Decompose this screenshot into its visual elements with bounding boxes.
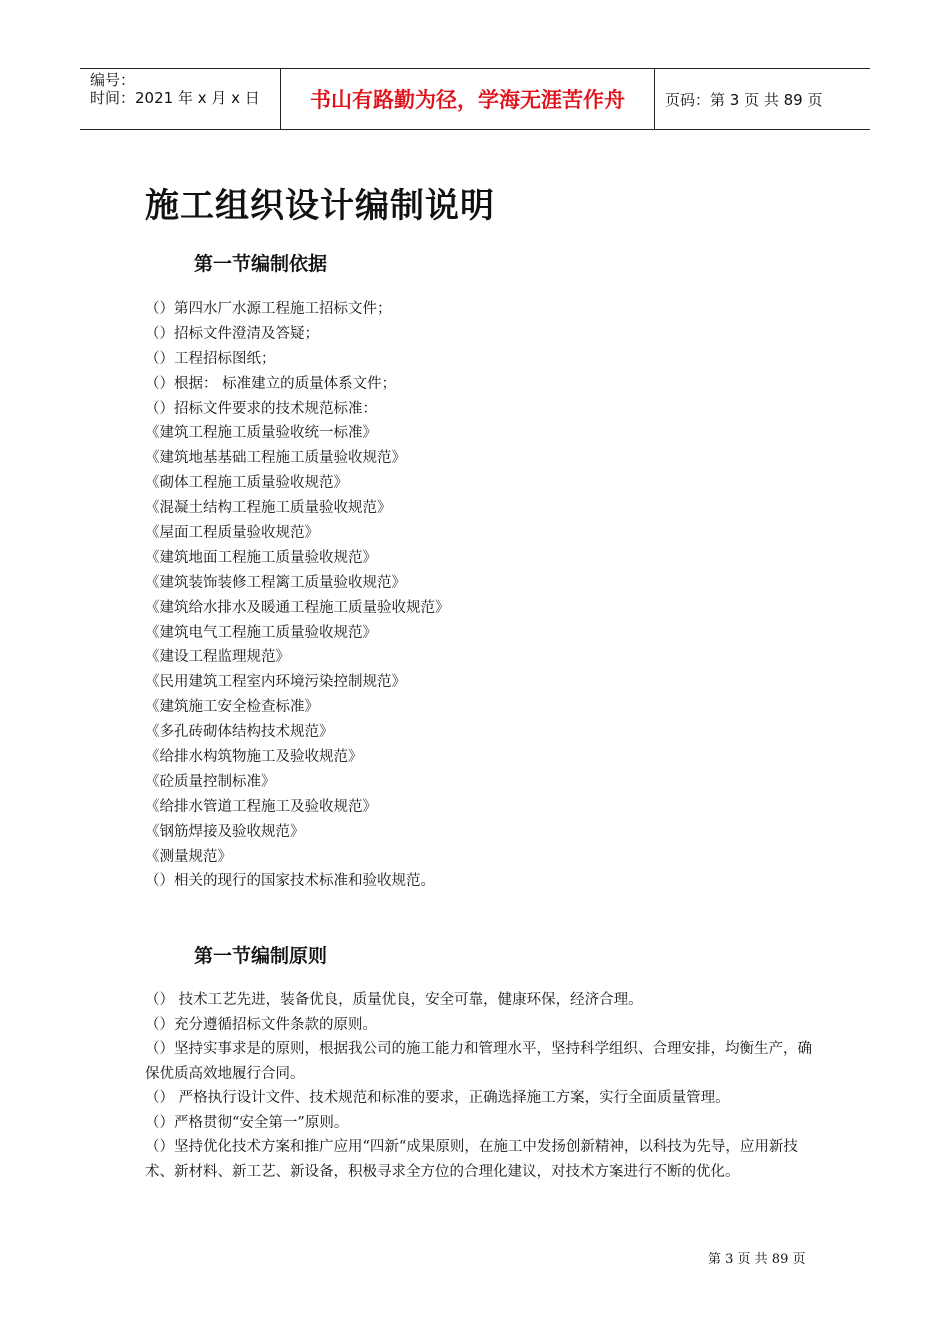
list-item: （）根据： 标准建立的质量体系文件； [145, 375, 397, 392]
list-item: 《民用建筑工程室内环境污染控制规范》 [145, 674, 406, 691]
list-item: （）相关的现行的国家技术标准和验收规范。 [145, 873, 435, 890]
list-item: 《给排水管道工程施工及验收规范》 [145, 798, 377, 815]
list-item: 《屋面工程质量验收规范》 [145, 525, 319, 542]
list-item: 《建设工程监理规范》 [145, 649, 290, 666]
list-item: 《测量规范》 [145, 848, 232, 865]
page-footer: 第 3 页 共 89 页 [708, 1252, 806, 1267]
list-item: 《建筑电气工程施工质量验收规范》 [145, 624, 377, 641]
list-item: 《多孔砖砌体结构技术规范》 [145, 724, 334, 741]
list-item: 《建筑施工安全检查标准》 [145, 699, 319, 716]
list-item: 《建筑地面工程施工质量验收规范》 [145, 549, 377, 566]
list-item: 《给排水构筑物施工及验收规范》 [145, 749, 363, 766]
list-item: 《建筑工程施工质量验收统一标准》 [145, 425, 377, 442]
list-item: （） 严格执行设计文件、技术规范和标准的要求，正确选择施工方案，实行全面质量管理。 [145, 1090, 730, 1106]
list-item: 《建筑装饰装修工程篱工质量验收规范》 [145, 574, 406, 591]
document-title: 施工组织设计编制说明 [145, 186, 495, 226]
list-item: 《砼质量控制标准》 [145, 773, 276, 790]
list-item: （）招标文件要求的技术规范标准： [145, 400, 377, 417]
list-item: （）招标文件澄清及答疑； [145, 325, 319, 342]
list-item: 《钢筋焊接及验收规范》 [145, 823, 305, 840]
list-item: 《建筑给水排水及暖通工程施工质量验收规范》 [145, 599, 450, 616]
document-number-label: 编号： [90, 71, 136, 89]
section-heading-principles: 第一节编制原则 [194, 945, 328, 967]
list-item: （） 技术工艺先进，装备优良，质量优良，安全可靠，健康环保，经济合理。 [145, 992, 643, 1008]
list-item: 《建筑地基基础工程施工质量验收规范》 [145, 450, 406, 467]
list-item: （）工程招标图纸； [145, 350, 276, 367]
basis-list [145, 297, 815, 894]
list-item: （）充分遵循招标文件条款的原则。 [145, 1016, 377, 1033]
list-item: 《砌体工程施工质量验收规范》 [145, 475, 348, 492]
list-item: （）严格贯彻“安全第一”原则。 [145, 1114, 349, 1131]
header-info-cell [80, 69, 281, 129]
section-heading-basis: 第一节编制依据 [194, 253, 328, 275]
list-item: （）坚持优化技术方案和推广应用“四新“成果原则，在施工中发扬创新精神，以科技为先导，应用新技术、新材料、新工艺、新设备，积极寻求全方位的合理化建议，对技术方案进行不断的优化。 [145, 1139, 798, 1180]
page-header [80, 68, 870, 130]
list-item: （）坚持实事求是的原则，根据我公司的施工能力和管理水平，坚持科学组织、合理安排，均衡生产，确保优质高效地履行合同。 [145, 1041, 812, 1082]
header-page-number: 页码：第 3 页 共 89 页 [665, 90, 823, 109]
principles-list [145, 988, 815, 1184]
list-item: （）第四水厂水源工程施工招标文件； [145, 301, 392, 317]
header-motto: 书山有路勤为径，学海无涯苦作舟 [281, 69, 655, 129]
list-item: 《混凝土结构工程施工质量验收规范》 [145, 500, 392, 517]
document-date-label: 时间：2021 年 x 月 x 日 [90, 89, 260, 107]
